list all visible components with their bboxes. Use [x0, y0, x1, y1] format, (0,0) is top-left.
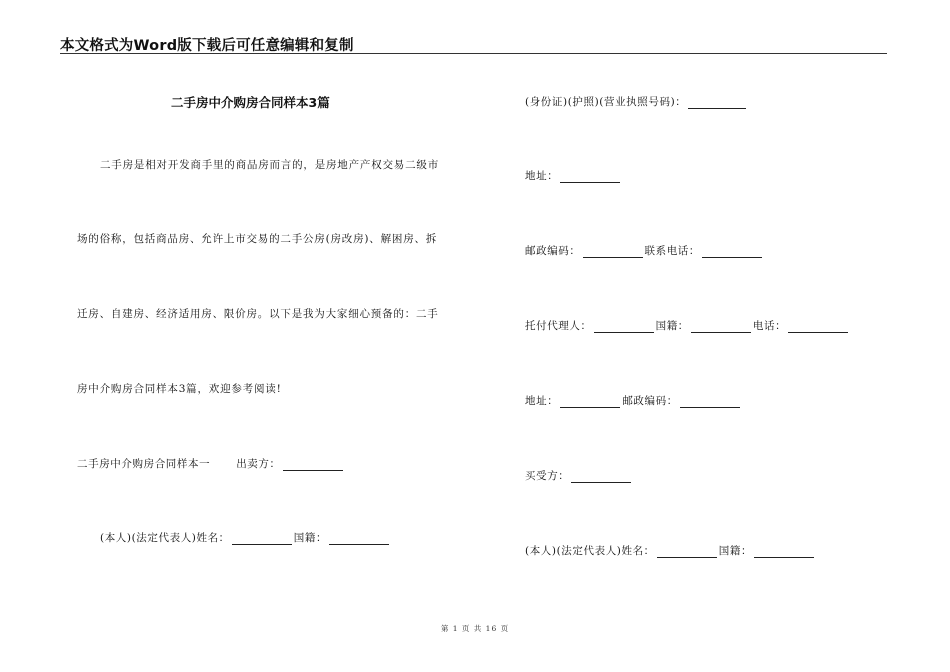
postcode-label: 邮政编码： — [525, 245, 581, 257]
agent-address-blank — [560, 395, 620, 408]
document-header: 本文格式为Word版下载后可任意编辑和复制 — [60, 38, 354, 54]
buyer-nationality-blank — [754, 545, 814, 558]
seller-name-label: (本人)(法定代表人)姓名： — [100, 532, 230, 544]
seller-name-line — [100, 530, 391, 545]
address-line — [525, 168, 622, 183]
buyer-line — [525, 468, 633, 483]
buyer-blank — [571, 470, 631, 483]
agent-address-label: 地址： — [525, 395, 559, 407]
agent-postcode-label: 邮政编码： — [622, 395, 678, 407]
id-line — [525, 94, 748, 109]
sample-heading: 二手房中介购房合同样本一 — [77, 458, 211, 470]
intro-line-1: 二手房是相对开发商手里的商品房而言的，是房地产产权交易二级市 — [100, 159, 439, 171]
address-label: 地址： — [525, 170, 559, 182]
agent-nationality-label: 国籍： — [655, 320, 689, 332]
agent-address-line — [525, 393, 742, 408]
intro-line-3: 迁房、自建房、经济适用房、限价房。以下是我为大家细心预备的：二手 — [77, 308, 439, 320]
buyer-label: 买受方： — [525, 470, 570, 482]
seller-nationality-label: 国籍： — [293, 532, 328, 544]
agent-label: 托付代理人： — [525, 320, 592, 332]
agent-blank — [594, 320, 654, 333]
agent-phone-blank — [788, 320, 848, 333]
buyer-name-line — [525, 543, 816, 558]
seller-name-blank — [232, 532, 292, 545]
agent-nationality-blank — [691, 320, 751, 333]
phone-blank — [702, 245, 762, 258]
sample-heading-line — [77, 456, 345, 471]
agent-line — [525, 318, 850, 333]
document-title: 二手房中介购房合同样本3篇 — [171, 95, 330, 110]
seller-nationality-blank — [329, 532, 389, 545]
agent-postcode-blank — [680, 395, 740, 408]
buyer-name-blank — [657, 545, 717, 558]
id-label: (身份证)(护照)(营业执照号码)： — [525, 96, 687, 108]
agent-phone-label: 电话： — [752, 320, 787, 332]
address-blank — [560, 170, 620, 183]
postcode-blank — [583, 245, 643, 258]
id-blank — [688, 96, 746, 109]
intro-line-2: 场的俗称，包括商品房、允许上市交易的二手公房(房改房)、解困房、拆 — [77, 233, 438, 245]
phone-label: 联系电话： — [644, 245, 700, 257]
seller-blank — [283, 458, 343, 471]
postcode-phone-line — [525, 243, 764, 258]
header-divider — [60, 53, 887, 54]
intro-line-4: 房中介购房合同样本3篇，欢迎参考阅读! — [77, 383, 282, 395]
seller-label: 出卖方： — [236, 458, 281, 470]
page-footer: 第 1 页 共 16 页 — [440, 624, 510, 633]
buyer-name-label: (本人)(法定代表人)姓名： — [525, 545, 655, 557]
buyer-nationality-label: 国籍： — [718, 545, 753, 557]
